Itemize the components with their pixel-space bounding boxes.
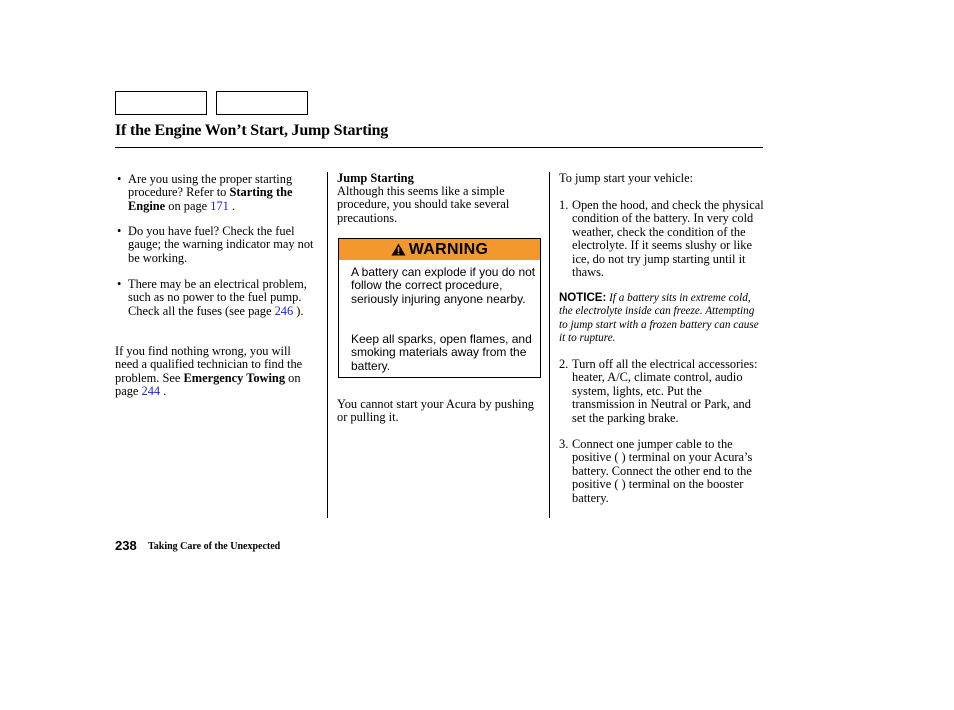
warning-text-sparks: Keep all sparks, open flames, and smoking materials away from the battery. — [351, 332, 532, 373]
step-3-text: Connect one jumper cable to the positive ( ) terminal on your Acura’s battery. Connect the other end to the positive ( ) terminal on the booster battery. — [572, 437, 753, 505]
cannot-push-start-note: You cannot start your Acura by pushing or pulling it. — [337, 397, 534, 425]
notice-text: If a battery sits in extreme cold, the electrolyte inside can freeze. Attempting to jump start with a frozen battery can cause it to rupture. — [559, 292, 759, 345]
bullet-fuel: • Do you have fuel? Check the fuel gauge; the warning indicator may not be working. — [117, 224, 314, 265]
bullet-starting-procedure: • Are you using the proper starting procedure? Refer to Starting the Engine on page 171 . — [117, 172, 293, 213]
nav-tab-2[interactable] — [216, 91, 308, 115]
jump-starting-intro: Although this seems like a simple procedure, you should take several precautions. — [337, 184, 510, 225]
step-1-text: Open the hood, and check the physical condition of the battery. In very cold weather, check the condition of the electrolyte. If it seems slushy or like ice, do not try jump starting until it thaws. — [572, 198, 764, 280]
bullet-electrical: • There may be an electrical problem, such as no power to the fuel pump. Check all the fuses (see page 246 ). — [117, 277, 307, 318]
warning-box — [338, 238, 541, 378]
nav-tab-1[interactable] — [115, 91, 207, 115]
step-3 — [559, 437, 764, 505]
page-number: 238 — [115, 538, 137, 553]
section-name: Taking Care of the Unexpected — [148, 541, 281, 552]
column-divider-2 — [549, 172, 550, 518]
section-heading-jump-starting: Jump Starting — [337, 171, 414, 185]
warning-header — [339, 239, 540, 260]
step-2-text: Turn off all the electrical accessories: heater, A/C, climate control, audio system, lights, etc. Put the transmission in Neutral or Park, and set the parking brake. — [572, 357, 758, 425]
title-divider — [115, 147, 763, 148]
step-1-number: 1. — [559, 198, 569, 212]
jump-start-intro: To jump start your vehicle: — [559, 171, 694, 185]
page-title: If the Engine Won’t Start, Jump Starting — [115, 122, 389, 139]
bold-ref-starting-engine: Starting the Engine — [128, 185, 293, 213]
page-link-246[interactable]: 246 — [274, 303, 294, 318]
paragraph-find-nothing: If you find nothing wrong, you will need a qualified technician to find the problem. See Emergency Towing on page 244 . — [115, 344, 303, 399]
page-link-244[interactable]: 244 — [141, 384, 161, 399]
step-2-number: 2. — [559, 357, 569, 371]
step-2 — [559, 357, 764, 425]
column-divider-1 — [327, 172, 328, 518]
notice-frozen-battery — [559, 292, 759, 346]
warning-triangle-icon — [391, 243, 406, 256]
warning-label: WARNING — [408, 240, 489, 258]
bold-ref-emergency-towing: Emergency Towing — [183, 370, 286, 385]
warning-text-explode: A battery can explode if you do not follow the correct procedure, seriously injuring anyone nearby. — [351, 265, 536, 306]
step-3-number: 3. — [559, 437, 569, 451]
page-link-171[interactable]: 171 — [210, 198, 229, 213]
step-1 — [559, 198, 764, 280]
notice-label: NOTICE: — [559, 292, 607, 304]
